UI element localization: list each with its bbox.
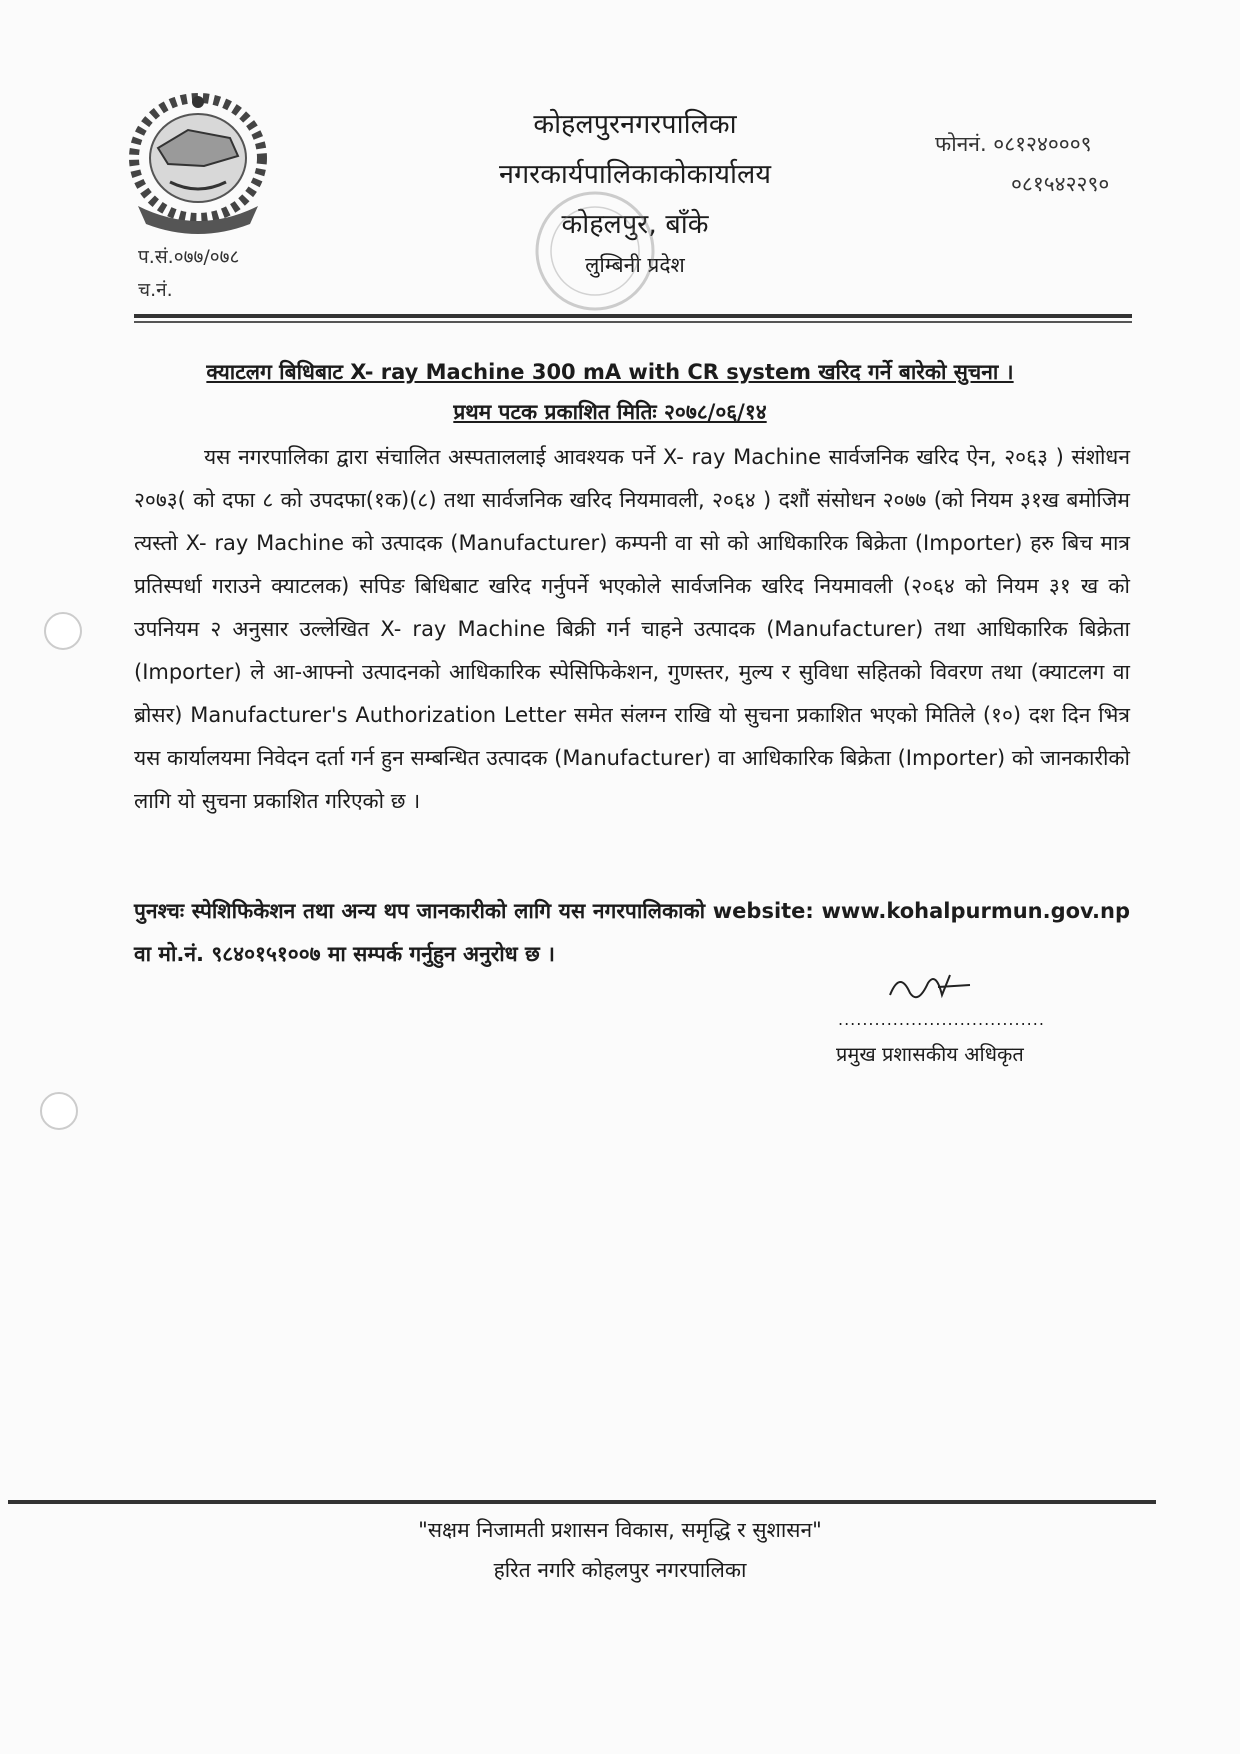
nepal-emblem-icon [118,86,278,236]
phone-number-2: ०८१५४२२९० [1011,172,1110,196]
dispatch-number: च.नं. [138,279,173,301]
footer-divider [8,1500,1156,1504]
province-name: लुम्बिनी प्रदेश [585,253,685,277]
footer-tagline: हरित नगरि कोहलपुर नगरपालिका [493,1558,747,1582]
punch-hole [40,1092,78,1130]
header-divider-thin [134,321,1132,323]
notice-postscript: पुनश्चः स्पेशिफिकेशन तथा अन्य थप जानकारीको लागि यस नगरपालिकाको website: www.kohalpurmun.gov.np वा मो.नं. ९८४०१५१००७ मा सम्पर्क गर्नुहुन अनुरोध छ । [134,899,1130,966]
notice-subject [150,352,1070,432]
footer [300,1510,940,1590]
municipality-name: कोहलपुरनगरपालिका [533,109,737,140]
phone-number-1: फोननं. ०८१२४०००९ [935,132,1092,156]
signatory-title: प्रमुख प्रशासकीय अधिकृत [836,1042,1024,1066]
phone-numbers [935,124,1109,204]
office-address: कोहलपुर, बाँके [561,209,709,240]
signature-icon [880,965,990,1015]
publish-date-line: प्रथम पटक प्रकाशित मितिः २०७८/०६/१४ [453,400,767,424]
header-divider [134,314,1132,318]
office-name: नगरकार्यपालिकाकोकार्यालय [498,159,772,190]
punch-hole [44,612,82,650]
signature-line: .................................. [838,1010,1045,1029]
office-seal-stamp [520,186,670,316]
reference-number: प.सं.०७७/०७८ [138,246,240,268]
notice-body: यस नगरपालिका द्वारा संचालित अस्पताललाई आवश्यक पर्ने X- ray Machine सार्वजनिक खरिद ऐन, २०६३ ) संशोधन २०७३( को दफा ८ को उपदफा(१क)(८) तथा सार्वजनिक खरिद नियमावली, २०६४ ) दशौं संसोधन २०७७ (को नियम ३१ख बमोजिम त्यस्तो X- ray Machine को उत्पादक (Manufacturer) कम्पनी वा सो को आधिकारिक बिक्रेता (Importer) हरु बिच मात्र प्रतिस्पर्धा गराउने क्याटलक) सपिङ बिधिबाट खरिद गर्नुपर्ने भएकोले सार्वजनिक खरिद नियमावली (२०६४ को नियम ३१ ख को उपनियम २ अनुसार उल्लेखित X- ray Machine बिक्री गर्न चाहने उत्पादक (Manufacturer) तथा आधिकारिक बिक्रेता (Importer) ले आ-आफ्नो उत्पादनको आधिकारिक स्पेसिफिकेशन, गुणस्तर, मुल्य र सुविधा सहितको विवरण तथा (क्याटलग वा ब्रोसर) Manufacturer's Authorization Letter समेत संलग्न राखि यो सुचना प्रकाशित भएको मितिले (१०) दश दिन भित्र यस कार्यालयमा निवेदन दर्ता गर्न हुन सम्बन्धित उत्पादक (Manufacturer) वा आधिकारिक बिक्रेता (Importer) को जानकारीको लागि यो सुचना प्रकाशित गरिएको छ । [134,445,1130,813]
subject-line: क्याटलग बिधिबाट X- ray Machine 300 mA with CR system खरिद गर्ने बारेको सुचना । [206,360,1014,384]
footer-slogan: "सक्षम निजामती प्रशासन विकास, समृद्धि र सुशासन" [418,1518,822,1542]
